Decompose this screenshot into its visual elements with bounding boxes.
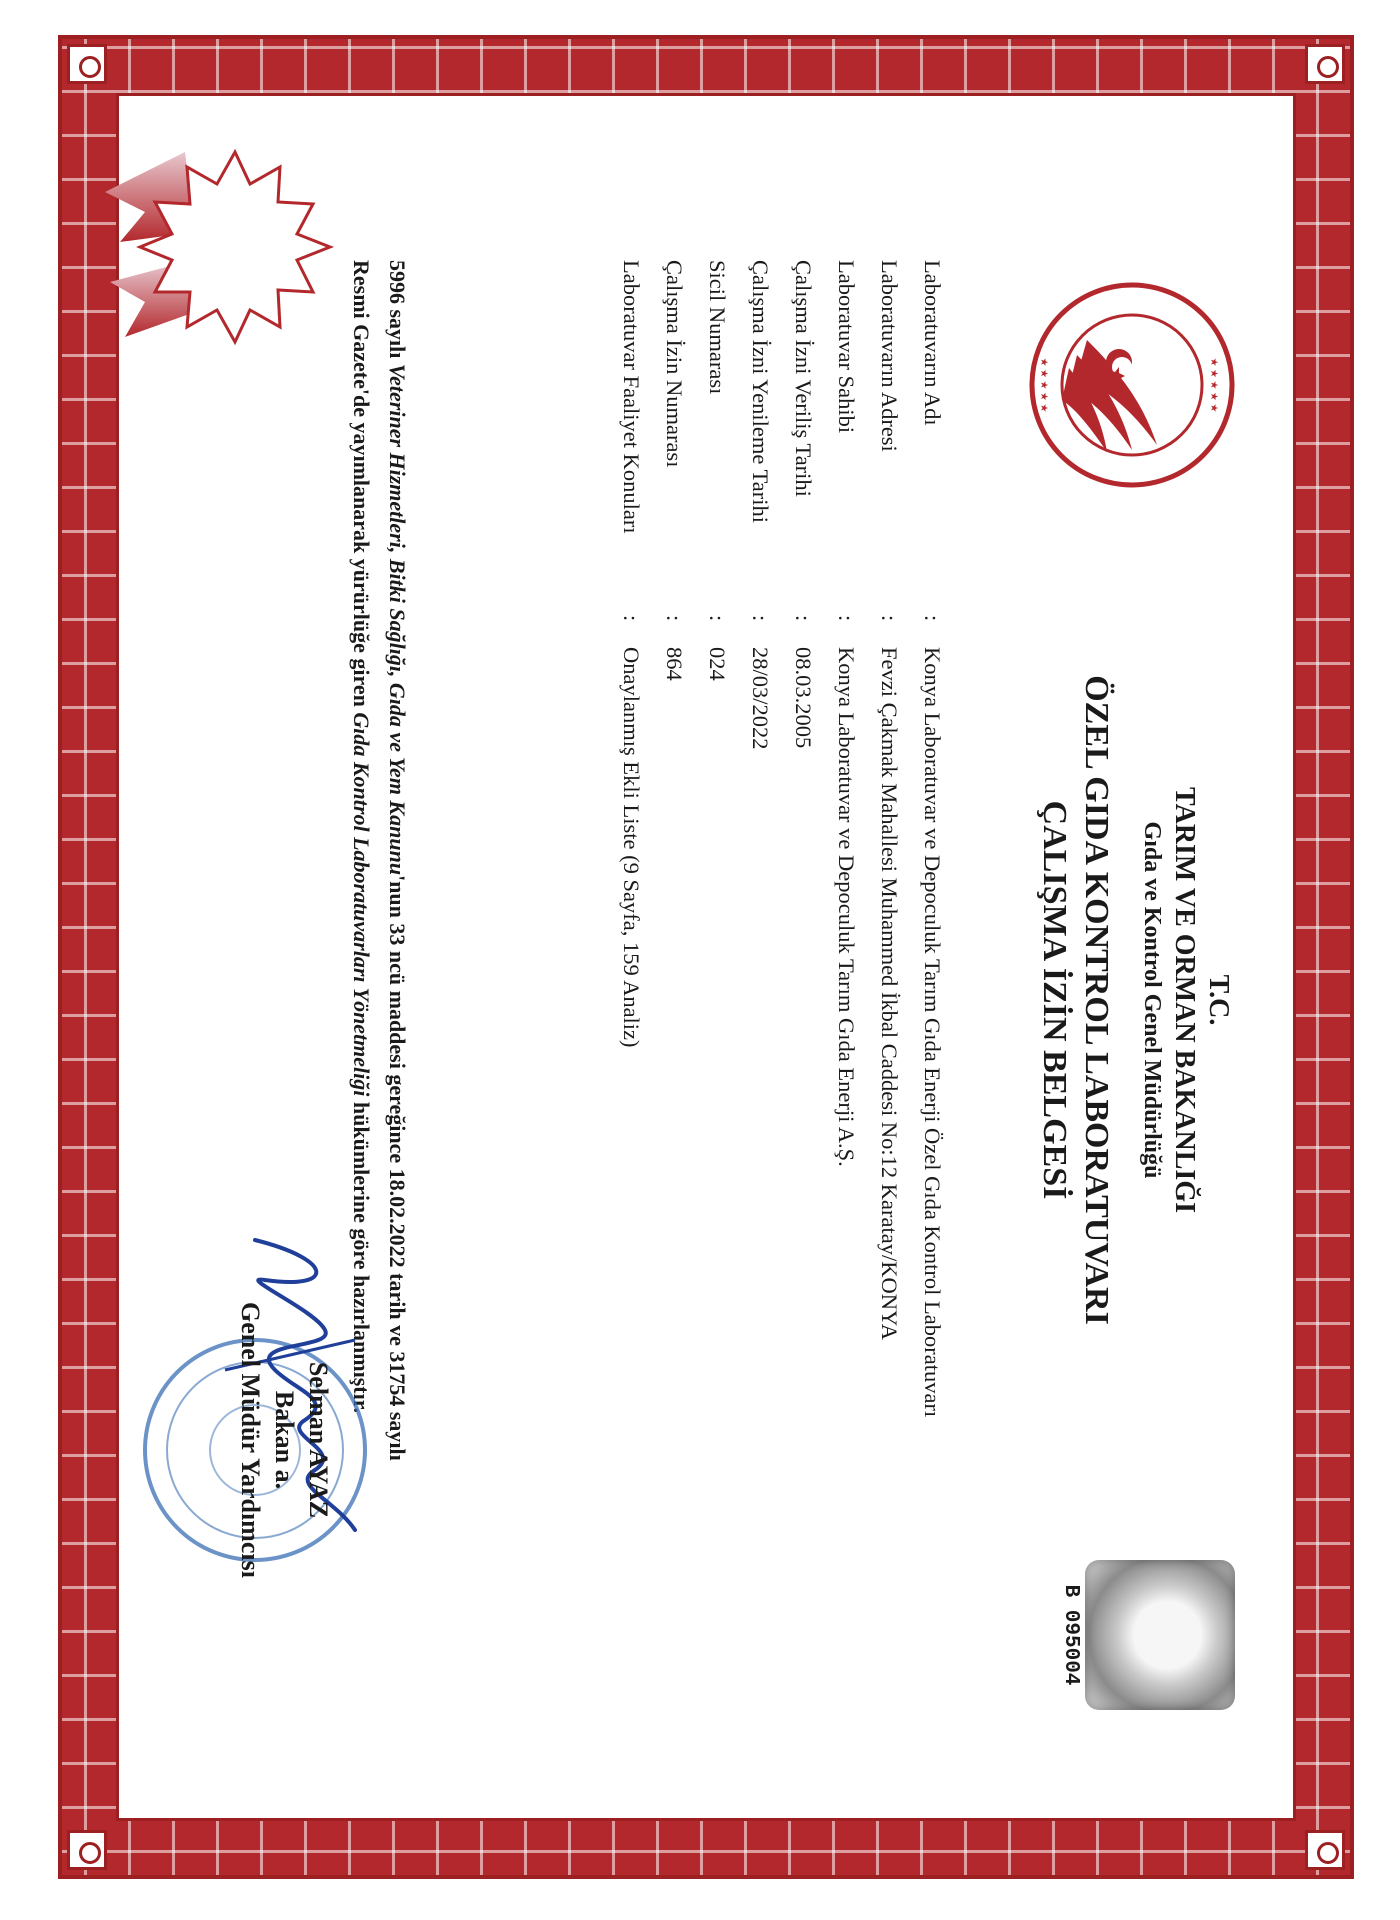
field-separator: : xyxy=(619,615,644,622)
legal-text: hükümlerine göre hazırlanmıştır. xyxy=(349,1096,374,1413)
signer-title: Genel Müdür Yardımcısı xyxy=(236,1302,265,1578)
corner-ornament xyxy=(1305,1830,1345,1870)
field-label: Laboratuvar Faaliyet Konuları xyxy=(619,260,644,534)
hologram-serial: B 095004 xyxy=(1059,1584,1082,1686)
field-value: Konya Laboratuvar ve Depoculuk Tarım Gıda Enerji Özel Gıda Kontrol Laboratuvarı xyxy=(920,647,945,1418)
field-row xyxy=(687,260,730,1800)
field-value: Onaylanmış Ekli Liste (9 Sayfa, 159 Analiz) xyxy=(619,647,644,1048)
field-label: Laboratuvarın Adı xyxy=(920,260,945,426)
rosette-seal-icon xyxy=(105,132,335,362)
field-separator: : xyxy=(705,615,730,622)
svg-text:★ ★ ★ ★ ★: ★ ★ ★ ★ ★ xyxy=(1208,357,1219,413)
field-separator: : xyxy=(791,615,816,622)
field-value: Konya Laboratuvar ve Depoculuk Tarım Gıda Enerji A.Ş. xyxy=(834,647,859,1167)
hologram-seal xyxy=(1085,1560,1235,1710)
legal-text: 'nun 33 ncü maddesi gereğince 18.02.2022 tarih ve 31754 sayılı xyxy=(385,875,410,1461)
corner-ornament xyxy=(1305,44,1345,84)
field-separator: : xyxy=(877,615,902,622)
field-label: Çalışma İzni Yenileme Tarihi xyxy=(748,260,773,523)
field-label: Çalışma İzni Veriliş Tarihi xyxy=(791,260,816,497)
field-row xyxy=(816,260,859,1800)
regulation-name: Gıda Kontrol Laboratuvarları Yönetmeliği xyxy=(349,712,374,1097)
field-row xyxy=(644,260,687,1800)
certificate-fields xyxy=(601,260,945,1800)
signature-block xyxy=(233,1230,335,1650)
legal-text: Resmi Gazete'de yayımlanarak yürürlüğe giren xyxy=(349,260,374,713)
header-tc: T.C. xyxy=(1203,974,1234,1026)
certificate-title: ÖZEL GIDA KONTROL LABORATUVARI xyxy=(1078,675,1115,1325)
field-row xyxy=(730,260,773,1800)
field-separator: : xyxy=(834,615,859,622)
certificate-header xyxy=(1033,640,1235,1360)
field-row xyxy=(773,260,816,1800)
corner-ornament xyxy=(67,1830,107,1870)
field-row xyxy=(859,260,902,1800)
field-row xyxy=(902,260,945,1800)
field-label: Sicil Numarası xyxy=(705,260,730,395)
field-value: 024 xyxy=(705,647,730,681)
field-row xyxy=(601,260,644,1800)
svg-text:★ ★ ★ ★ ★: ★ ★ ★ ★ ★ xyxy=(1038,357,1049,413)
field-separator: : xyxy=(920,615,945,622)
certificate-subtitle: ÇALIŞMA İZİN BELGESİ xyxy=(1036,800,1073,1200)
ministry-logo-icon xyxy=(1027,280,1237,490)
field-label: Laboratuvarın Adresi xyxy=(877,260,902,452)
field-value: 864 xyxy=(662,647,687,681)
signer-on-behalf: Bakan a. xyxy=(270,1390,299,1490)
directorate-name: Gıda ve Kontrol Genel Müdürlüğü xyxy=(1139,821,1165,1179)
field-value: 08.03.2005 xyxy=(791,647,816,749)
certificate-content xyxy=(95,120,1295,1820)
signer-name: Selman AYAZ xyxy=(304,1361,333,1519)
field-value: Fevzi Çakmak Mahallesi Muhammed İkbal Caddesi No:12 Karatay/KONYA xyxy=(877,647,902,1340)
corner-ornament xyxy=(67,44,107,84)
legal-text: 5996 sayılı xyxy=(385,260,410,364)
field-separator: : xyxy=(662,615,687,622)
legal-line-1 xyxy=(379,260,415,1800)
field-label: Çalışma İzin Numarası xyxy=(662,260,687,468)
field-label: Laboratuvar Sahibi xyxy=(834,260,859,434)
law-name: Veteriner Hizmetleri, Bitki Sağlığı, Gıda ve Yem Kanunu xyxy=(385,363,410,876)
ministry-name: TARIM VE ORMAN BAKANLIĞI xyxy=(1169,787,1200,1213)
field-value: 28/03/2022 xyxy=(748,647,773,750)
field-separator: : xyxy=(748,615,773,622)
